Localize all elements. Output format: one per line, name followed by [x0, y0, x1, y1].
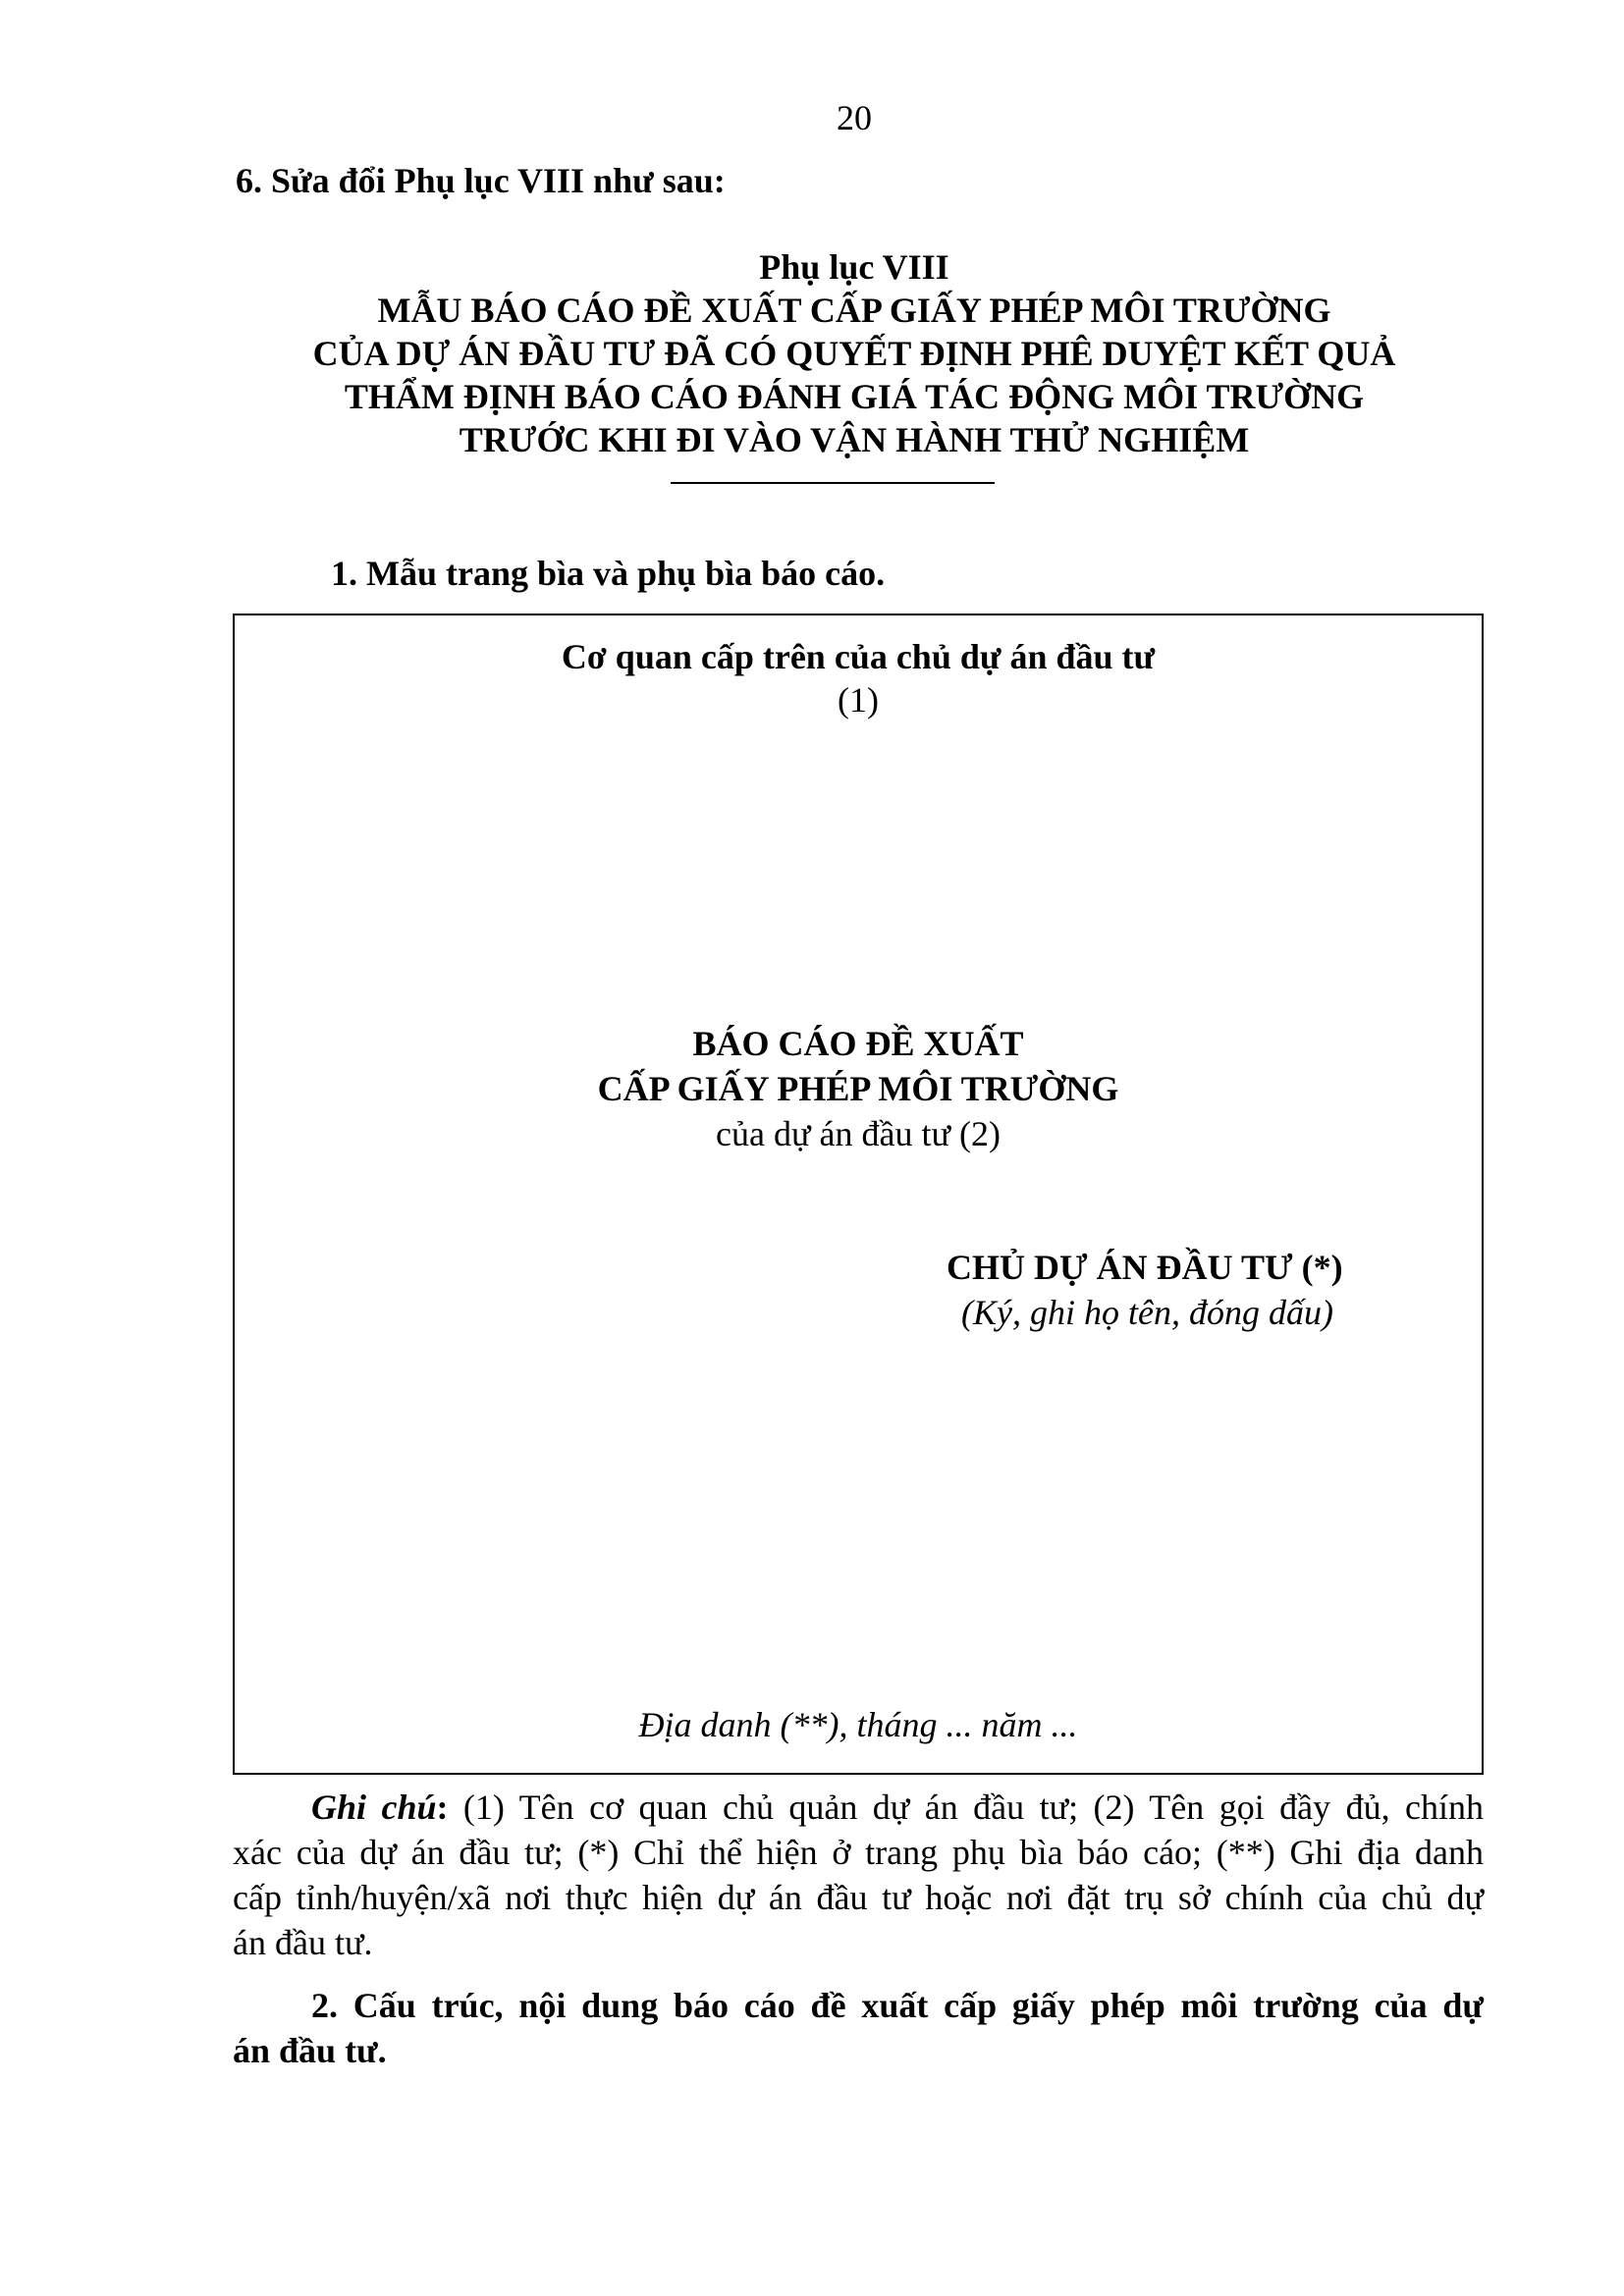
cover-signer-note: (Ký, ghi họ tên, đóng dấu) — [961, 1293, 1333, 1332]
appendix-title-line-1: MẪU BÁO CÁO ĐỀ XUẤT CẤP GIẤY PHÉP MÔI TRƯỜNG — [377, 291, 1331, 330]
appendix-label: Phụ lục VIII — [759, 247, 949, 287]
note-label: Ghi chú — [311, 1788, 437, 1827]
note-text-1: (1) Tên cơ quan chủ quản dự án đầu tư; (2) Tên gọi đầy đủ, chính — [448, 1788, 1484, 1827]
note-paragraph — [233, 1785, 1484, 1965]
cover-place-date: Địa danh (**), tháng ... năm ... — [638, 1705, 1078, 1744]
note-line-3: cấp tỉnh/huyện/xã nơi thực hiện dự án đầu tư hoặc nơi đặt trụ sở chính của chủ dự — [233, 1878, 1484, 1917]
cover-agency-line: Cơ quan cấp trên của chủ dự án đầu tư — [561, 637, 1156, 676]
cover-signer-title: CHỦ DỰ ÁN ĐẦU TƯ (*) — [947, 1248, 1343, 1287]
note-line-4: án đầu tư. — [233, 1923, 373, 1962]
note-line-2: xác của dự án đầu tư; (*) Chỉ thể hiện ở trang phụ bìa báo cáo; (**) Ghi địa danh — [233, 1833, 1484, 1872]
cover-agency-ref: (1) — [838, 680, 879, 720]
subsection-2-line-1: 2. Cấu trúc, nội dung báo cáo đề xuất cấp giấy phép môi trường của dự — [311, 1986, 1484, 2025]
appendix-title-block — [216, 245, 1492, 461]
subsection-2-heading — [233, 1983, 1484, 2073]
cover-report-title-1: BÁO CÁO ĐỀ XUẤT — [692, 1024, 1024, 1063]
appendix-title-line-2: CỦA DỰ ÁN ĐẦU TƯ ĐÃ CÓ QUYẾT ĐỊNH PHÊ DUYỆT KẾT QUẢ — [312, 334, 1396, 373]
subsection-1-heading: 1. Mẫu trang bìa và phụ bìa báo cáo. — [331, 554, 886, 593]
cover-page-template — [233, 614, 1484, 1775]
cover-report-title-2: CẤP GIẤY PHÉP MÔI TRƯỜNG — [597, 1069, 1119, 1108]
note-colon: : — [436, 1788, 449, 1827]
section-heading: 6. Sửa đổi Phụ lục VIII như sau: — [236, 161, 726, 200]
note-line-1 — [233, 1785, 1484, 1830]
appendix-title-line-3: THẨM ĐỊNH BÁO CÁO ĐÁNH GIÁ TÁC ĐỘNG MÔI TRƯỜNG — [344, 377, 1365, 416]
title-divider — [671, 482, 995, 484]
page-number: 20 — [837, 98, 872, 137]
appendix-title-line-4: TRƯỚC KHI ĐI VÀO VẬN HÀNH THỬ NGHIỆM — [459, 420, 1250, 459]
subsection-2-line-2: án đầu tư. — [233, 2031, 387, 2070]
cover-project-line: của dự án đầu tư (2) — [716, 1114, 1001, 1153]
